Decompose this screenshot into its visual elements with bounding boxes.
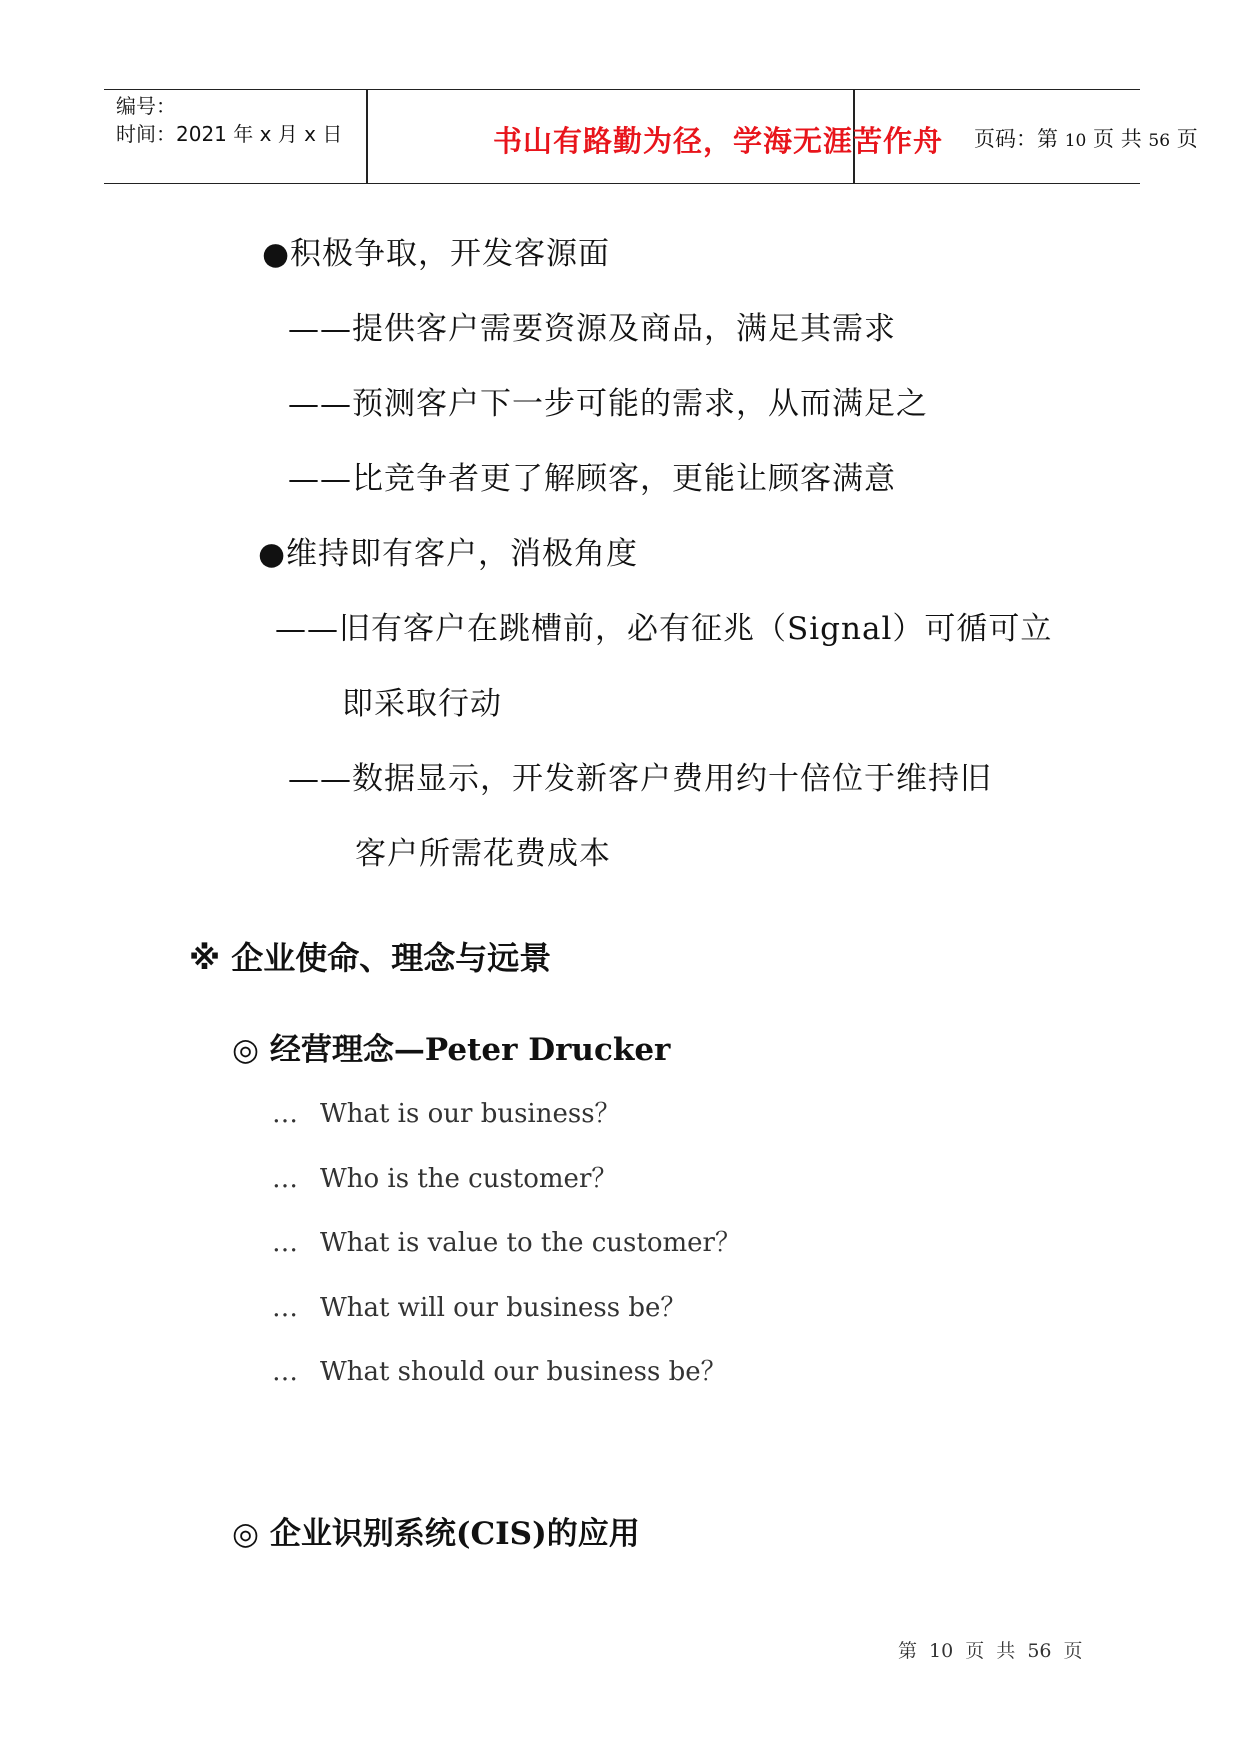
body-line: ——比竞争者更了解顾客，更能让顾客满意 bbox=[288, 461, 896, 497]
header-motto: 书山有路勤为径，学海无涯苦作舟 bbox=[492, 124, 943, 158]
document-number-label: 编号： bbox=[116, 94, 176, 118]
body-line: ——数据显示，开发新客户费用约十倍位于维持旧 bbox=[288, 761, 992, 797]
sub-heading: ◎ 企业识别系统(CIS)的应用 bbox=[232, 1516, 640, 1552]
question-text: What will our business be？ bbox=[320, 1293, 687, 1323]
body-line: ——提供客户需要资源及商品，满足其需求 bbox=[288, 311, 896, 347]
page-current: 10 bbox=[1064, 131, 1087, 151]
page-label: 页码：第 bbox=[974, 127, 1058, 151]
question-text: Who is the customer？ bbox=[320, 1164, 618, 1194]
question-item bbox=[272, 1093, 621, 1130]
page-mid: 页 共 bbox=[1093, 127, 1142, 151]
page-total: 56 bbox=[1148, 131, 1171, 151]
header-meta bbox=[116, 92, 342, 148]
question-marker: … bbox=[272, 1099, 298, 1129]
body-line: ——旧有客户在跳槽前，必有征兆（Signal）可循可立 bbox=[275, 611, 1053, 647]
question-marker: … bbox=[272, 1228, 298, 1258]
page-header bbox=[104, 89, 1198, 184]
question-item bbox=[272, 1351, 727, 1388]
page-end: 页 bbox=[1176, 127, 1198, 151]
section-heading: ※ 企业使命、理念与远景 bbox=[189, 939, 552, 977]
body-line: ●积极争取，开发客源面 bbox=[262, 236, 611, 272]
question-marker: … bbox=[272, 1293, 298, 1323]
question-text: What should our business be？ bbox=[320, 1357, 727, 1387]
page-footer: 第 10 页 共 56 页 bbox=[898, 1640, 1083, 1662]
body-line: ●维持即有客户，消极角度 bbox=[258, 536, 639, 572]
header-page-info bbox=[974, 123, 1198, 153]
body-line: 即采取行动 bbox=[342, 686, 502, 722]
question-text: What is our business？ bbox=[320, 1099, 621, 1129]
question-item bbox=[272, 1158, 617, 1195]
body-line: ——预测客户下一步可能的需求，从而满足之 bbox=[288, 386, 928, 422]
question-marker: … bbox=[272, 1164, 298, 1194]
sub-heading: ◎ 经营理念—Peter Drucker bbox=[232, 1032, 671, 1068]
header-divider bbox=[366, 90, 368, 183]
body-line: 客户所需花费成本 bbox=[355, 836, 611, 872]
document-time-label: 时间：2021 年 x 月 x 日 bbox=[116, 122, 343, 146]
question-marker: … bbox=[272, 1357, 298, 1387]
question-item bbox=[272, 1287, 686, 1324]
question-item bbox=[272, 1222, 741, 1259]
question-text: What is value to the customer？ bbox=[320, 1228, 741, 1258]
